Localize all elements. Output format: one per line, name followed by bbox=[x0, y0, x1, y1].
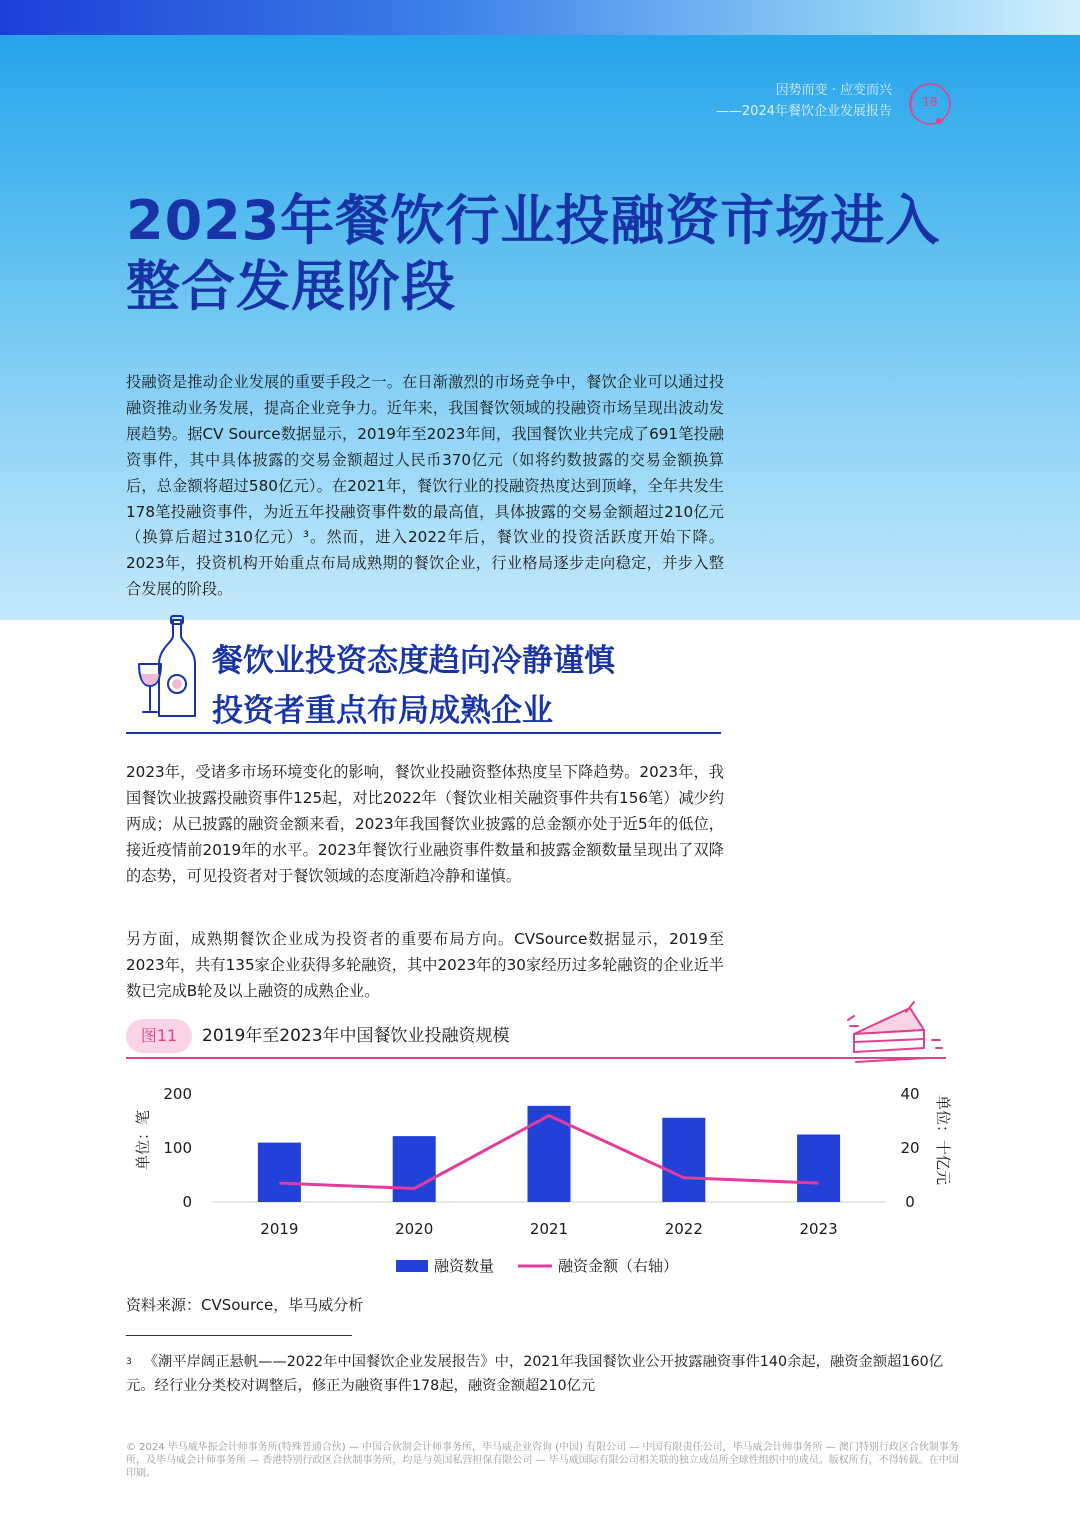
page-number-badge bbox=[906, 80, 954, 128]
data-source: 资料来源：CVSource，毕马威分析 bbox=[126, 1296, 364, 1314]
y-left-tick-label: 0 bbox=[182, 1193, 192, 1211]
figure-title: 2019年至2023年中国餐饮业投融资规模 bbox=[202, 1026, 510, 1046]
copyright-notice: © 2024 毕马威华振会计师事务所(特殊普通合伙) — 中国合伙制会计师事务所，毕马威企业咨询 (中国) 有限公司 — 中国有限责任公司，毕马威会计师事务所 — 澳门特别行政区合伙制事务所，及毕马威会计师事务所 — 香港特别行政区合伙制事务所，均是与英国私营担保有限公司 — 毕马威国际有限公司相关联的独立成员所全球性组织中的成员。版权所有，不得转载。在中国印刷。 bbox=[126, 1442, 959, 1479]
section-title bbox=[212, 636, 615, 736]
bar-2022 bbox=[662, 1118, 705, 1202]
bar-2023 bbox=[797, 1135, 840, 1203]
x-tick-label: 2023 bbox=[799, 1220, 838, 1238]
section-title-line1: 餐饮业投资态度趋向冷静谨慎 bbox=[212, 643, 615, 679]
intro-paragraph: 投融资是推动企业发展的重要手段之一。在日渐激烈的市场竞争中，餐饮企业可以通过投融资推动业务发展，提高企业竞争力。近年来，我国餐饮领域的投融资市场呈现出波动发展趋势。据CV Source数据显示，2019年至2023年间，我国餐饮业共完成了691笔投融资事件，其中具体披露的交易金额超过人民币370亿元（如将约数披露的交易金额换算后，总金额将超过580亿元）。在2021年，餐饮行业的投融资热度达到顶峰，全年共发生178笔投融资事件，为近五年投融资事件数的最高值，具体披露的交易金额超过210亿元（换算后超过310亿元）³。然而，进入2022年后，餐饮业的投资活跃度开始下降。2023年，投资机构开始重点布局成熟期的餐饮企业，行业格局逐步走向稳定，并步入整合发展的阶段。 bbox=[126, 373, 724, 599]
footnote-text: 《潮平岸阔正悬帆——2022年中国餐饮企业发展报告》中，2021年我国餐饮业公开披露融资事件140余起，融资金额超160亿元。经行业分类校对调整后，修正为融资事件178起，融资金额超210亿元 bbox=[126, 1354, 944, 1394]
section-title-line2: 投资者重点布局成熟企业 bbox=[212, 693, 553, 729]
cake-slice-icon bbox=[846, 1000, 946, 1078]
report-header-line2: ——2024年餐饮企业发展报告 bbox=[715, 104, 892, 119]
report-header bbox=[716, 80, 892, 122]
page-number: 18 bbox=[922, 95, 938, 109]
legend-swatch-bar bbox=[396, 1260, 428, 1272]
x-tick-label: 2021 bbox=[529, 1220, 569, 1238]
y-right-tick-label: 20 bbox=[900, 1139, 920, 1157]
y-axis-left-label: 单位：笔 bbox=[134, 1109, 152, 1171]
footnote-divider bbox=[126, 1335, 352, 1336]
y-left-tick-label: 100 bbox=[163, 1139, 192, 1157]
top-gradient-bar bbox=[0, 0, 1080, 35]
bar-2019 bbox=[258, 1143, 301, 1202]
footnote-mark: 3 bbox=[126, 1357, 132, 1367]
y-right-tick-label: 40 bbox=[900, 1085, 920, 1103]
figure-divider bbox=[126, 1057, 946, 1059]
body-paragraph-1: 2023年，受诸多市场环境变化的影响，餐饮业投融资整体热度呈下降趋势。2023年，我国餐饮业披露投融资事件125起，对比2022年（餐饮业相关融资事件共有156笔）减少约两成；从已披露的融资金额来看，2023年我国餐饮业披露的总金额亦处于近5年的低位，接近疫情前2019年的水平。2023年餐饮行业融资事件数量和披露金额数量呈现出了双降的态势，可见投资者对于餐饮领域的态度渐趋冷静和谨慎。 bbox=[126, 763, 724, 885]
body-paragraph-2: 另方面，成熟期餐饮企业成为投资者的重要布局方向。CVSource数据显示，2019至2023年，共有135家企业获得多轮融资，其中2023年的30家经历过多轮融资的企业近半数已完成B轮及以上融资的成熟企业。 bbox=[126, 930, 724, 1000]
y-left-tick-label: 200 bbox=[163, 1085, 192, 1103]
investment-chart bbox=[126, 1078, 966, 1288]
legend-label-bar: 融资数量 bbox=[434, 1257, 495, 1275]
report-header-line1: 因势而变 · 应变而兴 bbox=[775, 83, 892, 98]
x-tick-label: 2022 bbox=[664, 1220, 703, 1238]
wine-bottle-glass-icon bbox=[133, 612, 201, 724]
x-tick-label: 2020 bbox=[395, 1220, 434, 1238]
y-right-tick-label: 0 bbox=[905, 1193, 915, 1211]
x-tick-label: 2019 bbox=[260, 1220, 299, 1238]
section-divider bbox=[126, 732, 721, 734]
figure-tag: 图11 bbox=[126, 1019, 192, 1053]
footnote bbox=[126, 1350, 960, 1398]
page-title-line2: 整合发展阶段 bbox=[126, 255, 456, 318]
page-title-line1: 2023年餐饮行业投融资市场进入 bbox=[126, 189, 941, 252]
bar-2021 bbox=[528, 1106, 571, 1202]
page-title bbox=[126, 188, 966, 320]
legend-label-line: 融资金额（右轴） bbox=[558, 1257, 679, 1275]
bar-2020 bbox=[393, 1136, 436, 1202]
y-axis-right-label: 单位：十亿元 bbox=[934, 1094, 952, 1186]
